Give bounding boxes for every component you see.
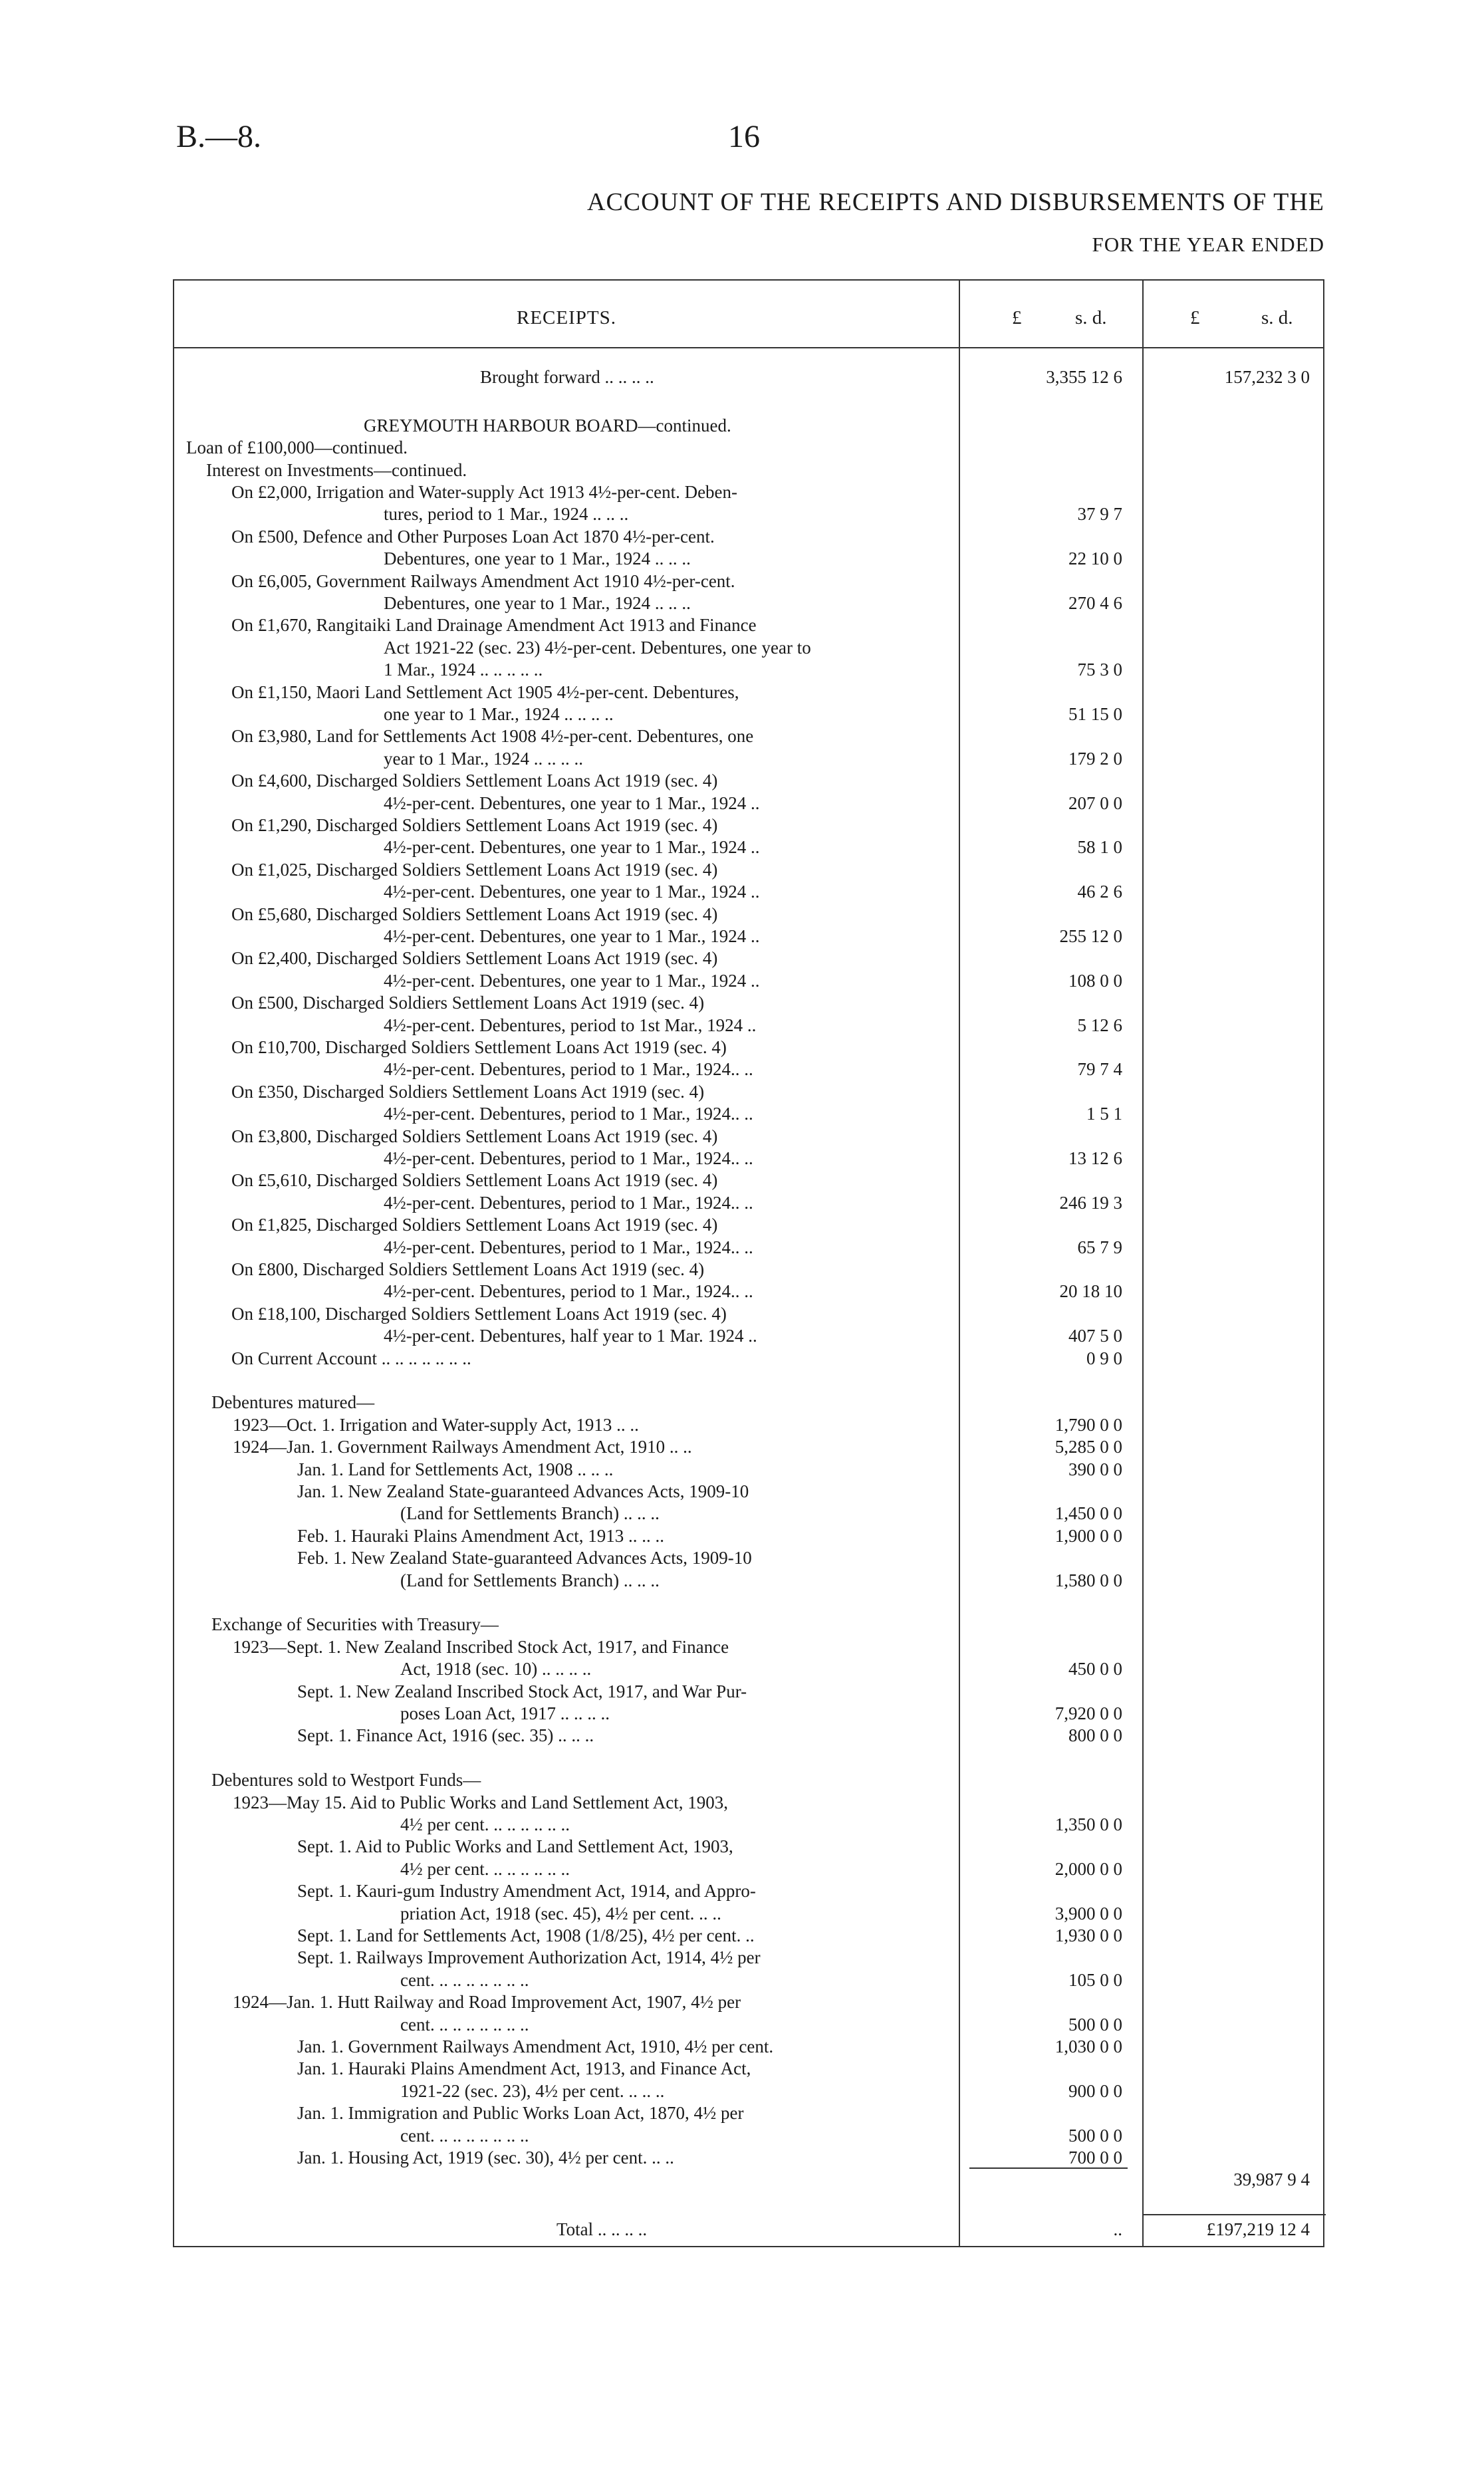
row-amount-1: 65 7 9 xyxy=(1077,1237,1122,1257)
row-description: On £2,400, Discharged Soldiers Settlement Loans Act 1919 (sec. 4) xyxy=(231,948,718,969)
row-description: Feb. 1. Hauraki Plains Amendment Act, 1913 .. .. .. xyxy=(297,1525,664,1546)
table-row xyxy=(174,416,1323,437)
sd-heading-2: s. d. xyxy=(1261,307,1293,328)
receipts-table xyxy=(173,279,1324,2247)
row-description: Sept. 1. New Zealand Inscribed Stock Act, 1917, and War Pur- xyxy=(297,1681,747,1701)
row-description: 4½ per cent. .. .. .. .. .. .. xyxy=(400,1814,570,1834)
table-row xyxy=(174,549,1323,570)
row-description: 4½-per-cent. Debentures, period to 1 Mar., 1924.. .. xyxy=(384,1104,753,1124)
row-description: Interest on Investments—continued. xyxy=(206,459,467,480)
row-amount-1: 37 9 7 xyxy=(1077,504,1122,525)
row-amount-1: 1,580 0 0 xyxy=(1054,1570,1122,1590)
row-description: Sept. 1. Land for Settlements Act, 1908 (1/8/25), 4½ per cent. .. xyxy=(297,1925,755,1945)
row-amount-1: 5 12 6 xyxy=(1077,1015,1122,1035)
row-description: Act, 1918 (sec. 10) .. .. .. .. xyxy=(400,1659,592,1679)
table-row xyxy=(174,527,1323,549)
row-description: Act 1921-22 (sec. 23) 4½-per-cent. Debentures, one year to xyxy=(384,637,811,658)
row-description: On £350, Discharged Soldiers Settlement Loans Act 1919 (sec. 4) xyxy=(231,1081,705,1102)
row-description: Brought forward .. .. .. .. xyxy=(480,367,654,387)
page-number: 16 xyxy=(728,119,760,154)
table-row xyxy=(174,1881,1323,1903)
table-row xyxy=(174,1304,1323,1326)
table-row xyxy=(174,460,1323,482)
table-row xyxy=(174,1992,1323,2014)
row-description: On Current Account .. .. .. .. .. .. .. xyxy=(231,1348,471,1368)
row-amount-1: 179 2 0 xyxy=(1068,748,1122,769)
row-description: Jan. 1. Housing Act, 1919 (sec. 30), 4½ per cent. .. .. xyxy=(297,2148,674,2167)
row-description: 1924—Jan. 1. Government Railways Amendment Act, 1910 .. .. xyxy=(233,1437,692,1457)
table-row xyxy=(174,504,1323,526)
table-row xyxy=(174,1637,1323,1659)
row-description: Jan. 1. Land for Settlements Act, 1908 .. .. .. xyxy=(297,1459,614,1479)
table-row xyxy=(174,1703,1323,1725)
row-description: Debentures, one year to 1 Mar., 1924 .. .. .. xyxy=(384,593,691,613)
row-amount-1: 1,350 0 0 xyxy=(1054,1814,1122,1834)
row-amount-1: 390 0 0 xyxy=(1068,1459,1122,1479)
row-amount-1: 0 9 0 xyxy=(1086,1348,1122,1368)
row-description: On £5,610, Discharged Soldiers Settlement Loans Act 1919 (sec. 4) xyxy=(231,1170,718,1191)
table-row xyxy=(174,1104,1323,1126)
row-description: 4½-per-cent. Debentures, one year to 1 Mar., 1924 .. xyxy=(384,882,760,902)
row-description: On £3,980, Land for Settlements Act 1908 4½-per-cent. Debentures, one xyxy=(231,726,754,747)
row-description: priation Act, 1918 (sec. 45), 4½ per cent. .. .. xyxy=(400,1903,721,1923)
account-title: ACCOUNT OF THE RECEIPTS AND DISBURSEMENTS OF THE xyxy=(587,188,1324,216)
table-row xyxy=(174,1259,1323,1281)
total-row xyxy=(174,2219,1323,2241)
table-row xyxy=(174,615,1323,637)
row-amount-1: 270 4 6 xyxy=(1068,593,1122,613)
row-amount-1: 3,900 0 0 xyxy=(1054,1903,1122,1923)
row-description: On £1,150, Maori Land Settlement Act 1905 4½-per-cent. Debentures, xyxy=(231,681,739,702)
table-row xyxy=(174,1459,1323,1481)
row-description: cent. .. .. .. .. .. .. .. xyxy=(400,2014,529,2034)
row-amount-1: 246 19 3 xyxy=(1059,1192,1122,1213)
table-row xyxy=(174,1437,1323,1459)
row-description: Jan. 1. New Zealand State-guaranteed Advances Acts, 1909-10 xyxy=(297,1481,749,1501)
row-description: 4½-per-cent. Debentures, period to 1st Mar., 1924 .. xyxy=(384,1015,757,1035)
row-description: cent. .. .. .. .. .. .. .. xyxy=(400,1969,529,1990)
row-description: On £5,680, Discharged Soldiers Settlement Loans Act 1919 (sec. 4) xyxy=(231,904,718,924)
row-description: poses Loan Act, 1917 .. .. .. .. xyxy=(400,1703,610,1723)
table-row xyxy=(174,1859,1323,1881)
table-row xyxy=(174,1082,1323,1104)
account-subtitle: FOR THE YEAR ENDED xyxy=(1092,233,1324,256)
row-description: 4½-per-cent. Debentures, period to 1 Mar., 1924.. .. xyxy=(384,1148,753,1168)
pound-heading-1: £ xyxy=(1012,307,1022,328)
table-row xyxy=(174,2103,1323,2125)
row-description: On £10,700, Discharged Soldiers Settlement Loans Act 1919 (sec. 4) xyxy=(231,1037,727,1057)
row-description: On £500, Defence and Other Purposes Loan Act 1870 4½-per-cent. xyxy=(231,526,715,547)
table-row xyxy=(174,593,1323,615)
row-amount-1: 5,285 0 0 xyxy=(1054,1437,1122,1457)
table-row xyxy=(174,389,1323,411)
row-description: On £2,000, Irrigation and Water-supply Act 1913 4½-per-cent. Deben- xyxy=(231,482,738,502)
page-ref: B.—8. xyxy=(176,119,262,154)
row-description: Sept. 1. Railways Improvement Authorization Act, 1914, 4½ per xyxy=(297,1947,761,1968)
subtotal-rule xyxy=(969,2167,1128,2169)
row-description: 4½-per-cent. Debentures, period to 1 Mar., 1924.. .. xyxy=(384,1059,753,1080)
row-description: 1924—Jan. 1. Hutt Railway and Road Improvement Act, 1907, 4½ per xyxy=(233,1992,741,2013)
row-amount-1: 1,900 0 0 xyxy=(1054,1525,1122,1546)
row-amount-1: 1,930 0 0 xyxy=(1054,1925,1122,1945)
row-description: On £4,600, Discharged Soldiers Settlement Loans Act 1919 (sec. 4) xyxy=(231,771,718,791)
row-amount-1: 800 0 0 xyxy=(1068,1725,1122,1746)
row-description: cent. .. .. .. .. .. .. .. xyxy=(400,2125,529,2146)
table-row xyxy=(174,1148,1323,1170)
table-row xyxy=(174,1792,1323,1814)
row-description: (Land for Settlements Branch) .. .. .. xyxy=(400,1570,660,1590)
row-amount-1: 79 7 4 xyxy=(1077,1059,1122,1080)
table-row xyxy=(174,1193,1323,1215)
row-amount-1: 500 0 0 xyxy=(1068,2125,1122,2146)
table-row xyxy=(174,2126,1323,2148)
row-description: 4½-per-cent. Debentures, period to 1 Mar., 1924.. .. xyxy=(384,1281,753,1302)
row-description: GREYMOUTH HARBOUR BOARD—continued. xyxy=(364,415,731,435)
table-row xyxy=(174,1481,1323,1503)
row-description: 1 Mar., 1924 .. .. .. .. .. xyxy=(384,660,543,680)
receipts-heading: RECEIPTS. xyxy=(517,307,616,328)
table-row xyxy=(174,1681,1323,1703)
table-row xyxy=(174,948,1323,970)
row-description: 4½-per-cent. Debentures, half year to 1 Mar. 1924 .. xyxy=(384,1326,757,1346)
total-label: Total .. .. .. .. xyxy=(556,2219,648,2239)
row-amount-1: 3,355 12 6 xyxy=(1046,367,1122,387)
table-row xyxy=(174,837,1323,859)
table-row xyxy=(174,1748,1323,1770)
row-amount-1: 500 0 0 xyxy=(1068,2014,1122,2034)
table-row xyxy=(174,2169,1323,2191)
table-row xyxy=(174,1126,1323,1148)
row-description: 4½-per-cent. Debentures, period to 1 Mar., 1924.. .. xyxy=(384,1237,753,1257)
table-row xyxy=(174,1925,1323,1947)
row-description: Jan. 1. Immigration and Public Works Loan Act, 1870, 4½ per xyxy=(297,2103,744,2124)
row-description: Sept. 1. Aid to Public Works and Land Settlement Act, 1903, xyxy=(297,1836,733,1857)
table-row xyxy=(174,815,1323,837)
table-row xyxy=(174,1392,1323,1414)
table-row xyxy=(174,660,1323,681)
row-amount-1: 2,000 0 0 xyxy=(1054,1858,1122,1879)
header-rule xyxy=(174,347,1323,348)
total-rule xyxy=(1142,2214,1326,2215)
row-description: Debentures, one year to 1 Mar., 1924 .. .. .. xyxy=(384,549,691,569)
row-description: Debentures sold to Westport Funds— xyxy=(211,1770,481,1790)
table-row xyxy=(174,860,1323,882)
row-description: Debentures matured— xyxy=(211,1392,375,1413)
table-row xyxy=(174,771,1323,793)
row-description: On £500, Discharged Soldiers Settlement Loans Act 1919 (sec. 4) xyxy=(231,993,705,1013)
row-description: one year to 1 Mar., 1924 .. .. .. .. xyxy=(384,704,614,724)
table-row xyxy=(174,2036,1323,2058)
row-amount-1: 700 0 0 xyxy=(1068,2148,1122,2167)
table-row xyxy=(174,1215,1323,1237)
row-description: (Land for Settlements Branch) .. .. .. xyxy=(400,1503,660,1524)
row-amount-1: 407 5 0 xyxy=(1068,1326,1122,1346)
row-amount-2: 157,232 3 0 xyxy=(1224,367,1310,387)
table-row xyxy=(174,971,1323,993)
table-row xyxy=(174,1237,1323,1259)
row-description: tures, period to 1 Mar., 1924 .. .. .. xyxy=(384,504,629,525)
table-row xyxy=(174,1370,1323,1392)
row-description: 1921-22 (sec. 23), 4½ per cent. .. .. .. xyxy=(400,2080,665,2101)
row-amount-1: 46 2 6 xyxy=(1077,882,1122,902)
row-amount-1: 75 3 0 xyxy=(1077,660,1122,680)
row-description: 4½-per-cent. Debentures, one year to 1 Mar., 1924 .. xyxy=(384,837,760,858)
row-amount-1: 1 5 1 xyxy=(1086,1104,1122,1124)
row-description: On £800, Discharged Soldiers Settlement Loans Act 1919 (sec. 4) xyxy=(231,1259,705,1279)
row-description: 4½-per-cent. Debentures, one year to 1 Mar., 1924 .. xyxy=(384,970,760,991)
row-description: Jan. 1. Hauraki Plains Amendment Act, 1913, and Finance Act, xyxy=(297,2058,751,2079)
table-row xyxy=(174,2058,1323,2080)
table-row xyxy=(174,1814,1323,1836)
row-description: Loan of £100,000—continued. xyxy=(186,437,408,458)
table-row xyxy=(174,1015,1323,1037)
row-description: 4½-per-cent. Debentures, period to 1 Mar., 1924.. .. xyxy=(384,1192,753,1213)
row-description: On £3,800, Discharged Soldiers Settlement Loans Act 1919 (sec. 4) xyxy=(231,1126,718,1146)
table-row xyxy=(174,926,1323,948)
row-amount-1: 58 1 0 xyxy=(1077,837,1122,858)
row-amount-1: 13 12 6 xyxy=(1068,1148,1122,1168)
row-amount-1: 1,030 0 0 xyxy=(1054,2036,1122,2056)
table-row xyxy=(174,482,1323,504)
row-description: Jan. 1. Government Railways Amendment Act, 1910, 4½ per cent. xyxy=(297,2036,774,2056)
table-row xyxy=(174,682,1323,704)
table-row xyxy=(174,1970,1323,1992)
row-description: On £1,025, Discharged Soldiers Settlement Loans Act 1919 (sec. 4) xyxy=(231,859,718,880)
table-row xyxy=(174,704,1323,726)
table-row xyxy=(174,1614,1323,1636)
table-row xyxy=(174,993,1323,1015)
table-row xyxy=(174,638,1323,660)
pound-heading-2: £ xyxy=(1190,307,1200,328)
table-row xyxy=(174,1170,1323,1192)
row-description: On £18,100, Discharged Soldiers Settlement Loans Act 1919 (sec. 4) xyxy=(231,1303,727,1324)
row-description: On £1,670, Rangitaiki Land Drainage Amendment Act 1913 and Finance xyxy=(231,615,757,636)
row-amount-1: 51 15 0 xyxy=(1068,704,1122,724)
row-description: 4½ per cent. .. .. .. .. .. .. xyxy=(400,1858,570,1879)
table-row xyxy=(174,749,1323,771)
table-row xyxy=(174,437,1323,459)
table-row xyxy=(174,367,1323,389)
row-amount-1: 108 0 0 xyxy=(1068,970,1122,991)
table-row xyxy=(174,1037,1323,1059)
row-description: 1923—Oct. 1. Irrigation and Water-supply Act, 1913 .. .. xyxy=(233,1414,639,1435)
row-amount-1: 255 12 0 xyxy=(1059,926,1122,946)
table-row xyxy=(174,793,1323,815)
row-description: Sept. 1. Kauri-gum Industry Amendment Act, 1914, and Appro- xyxy=(297,1881,756,1902)
row-description: On £6,005, Government Railways Amendment Act 1910 4½-per-cent. xyxy=(231,570,735,591)
total-amount-2: £197,219 12 4 xyxy=(1206,2219,1310,2239)
table-row xyxy=(174,1570,1323,1592)
table-row xyxy=(174,1659,1323,1681)
table-row xyxy=(174,1326,1323,1348)
table-row xyxy=(174,571,1323,593)
row-description: Sept. 1. Finance Act, 1916 (sec. 35) .. .. .. xyxy=(297,1725,594,1746)
row-description: year to 1 Mar., 1924 .. .. .. .. xyxy=(384,748,583,769)
row-amount-1: 1,790 0 0 xyxy=(1054,1414,1122,1435)
row-amount-1: 105 0 0 xyxy=(1068,1969,1122,1990)
row-amount-1: 22 10 0 xyxy=(1068,549,1122,569)
row-amount-1: 7,920 0 0 xyxy=(1054,1703,1122,1723)
table-row xyxy=(174,882,1323,904)
table-row xyxy=(174,1548,1323,1570)
row-amount-1: 450 0 0 xyxy=(1068,1659,1122,1679)
row-description: 4½-per-cent. Debentures, one year to 1 Mar., 1924 .. xyxy=(384,926,760,946)
table-row xyxy=(174,1526,1323,1548)
table-row xyxy=(174,1592,1323,1614)
table-row xyxy=(174,1904,1323,1925)
table-row xyxy=(174,1059,1323,1081)
table-row xyxy=(174,1415,1323,1437)
row-amount-1: 900 0 0 xyxy=(1068,2080,1122,2101)
row-description: On £1,825, Discharged Soldiers Settlement Loans Act 1919 (sec. 4) xyxy=(231,1215,718,1235)
table-row xyxy=(174,1770,1323,1792)
table-row xyxy=(174,1836,1323,1858)
table-row xyxy=(174,904,1323,926)
row-amount-1: 20 18 10 xyxy=(1059,1281,1122,1302)
table-row xyxy=(174,1503,1323,1525)
row-description: Exchange of Securities with Treasury— xyxy=(211,1614,499,1635)
table-row xyxy=(174,726,1323,748)
row-amount-1: 207 0 0 xyxy=(1068,793,1122,813)
table-row xyxy=(174,1947,1323,1969)
row-description: 4½-per-cent. Debentures, one year to 1 Mar., 1924 .. xyxy=(384,793,760,813)
row-amount-2: 39,987 9 4 xyxy=(1233,2169,1310,2190)
table-row xyxy=(174,2081,1323,2103)
total-amount-1: .. xyxy=(1113,2219,1122,2239)
sd-heading-1: s. d. xyxy=(1075,307,1107,328)
table-row xyxy=(174,1348,1323,1370)
row-description: 1923—Sept. 1. New Zealand Inscribed Stock Act, 1917, and Finance xyxy=(233,1636,729,1657)
table-row xyxy=(174,2015,1323,2036)
row-description: Feb. 1. New Zealand State-guaranteed Advances Acts, 1909-10 xyxy=(297,1548,752,1568)
row-description: 1923—May 15. Aid to Public Works and Land Settlement Act, 1903, xyxy=(233,1792,729,1812)
table-row xyxy=(174,1725,1323,1747)
table-row xyxy=(174,1281,1323,1303)
row-amount-1: 1,450 0 0 xyxy=(1054,1503,1122,1524)
table-row xyxy=(174,2148,1323,2169)
row-description: On £1,290, Discharged Soldiers Settlement Loans Act 1919 (sec. 4) xyxy=(231,815,718,835)
